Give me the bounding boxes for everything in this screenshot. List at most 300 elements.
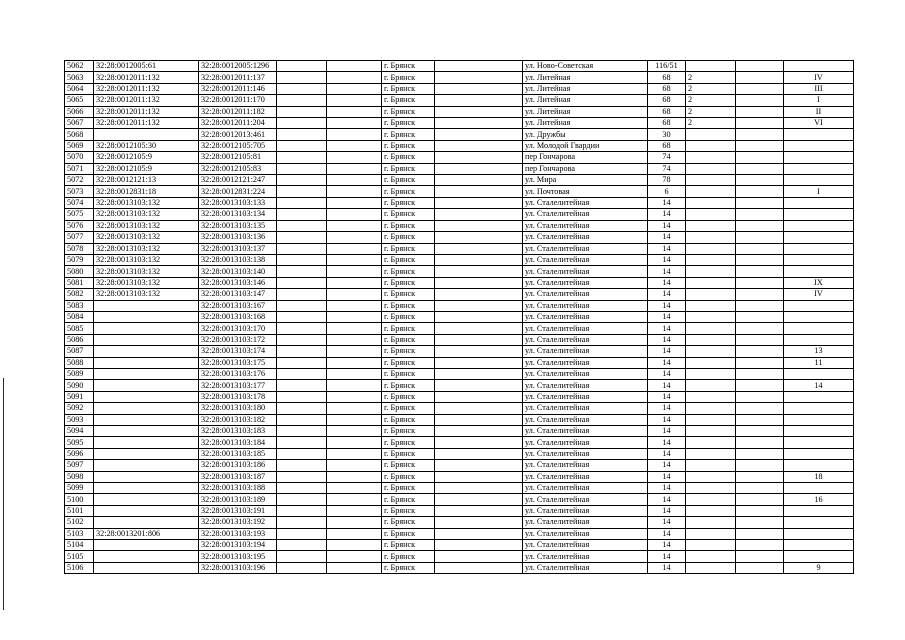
city-cell: г. Брянск [382,323,435,334]
house-number-cell: 14 [648,505,686,516]
street-cell: ул. Сталелитейная [523,505,648,516]
land-parcel-number-cell: 32:28:0013103:132 [94,289,199,300]
empty-cell-cell [435,300,523,311]
empty-cell-cell [277,494,327,505]
table-row [65,140,854,151]
row-number-cell: 5073 [65,186,94,197]
floor-cell [686,380,736,391]
house-number-cell: 68 [648,72,686,83]
land-parcel-number-cell [94,505,199,516]
row-number-cell: 5095 [65,437,94,448]
cadastral-number-cell: 32:28:0012831:224 [199,186,277,197]
empty-cell-cell [277,95,327,106]
empty-cell-cell [327,551,382,562]
apartment-cell [736,505,784,516]
empty-cell-cell [435,129,523,140]
row-number-cell: 5070 [65,152,94,163]
land-parcel-number-cell [94,437,199,448]
apartment-cell [736,254,784,265]
empty-cell-cell [435,460,523,471]
cadastral-number-cell: 32:28:0013103:175 [199,357,277,368]
house-number-cell: 14 [648,494,686,505]
empty-cell-cell [277,391,327,402]
apartment-cell [736,368,784,379]
empty-cell-cell [277,289,327,300]
empty-cell-cell [435,380,523,391]
apartment-cell [736,517,784,528]
city-cell: г. Брянск [382,129,435,140]
empty-cell-cell [327,311,382,322]
empty-cell-cell [435,72,523,83]
cadastral-number-cell: 32:28:0013103:177 [199,380,277,391]
empty-cell-cell [277,517,327,528]
city-cell: г. Брянск [382,72,435,83]
land-parcel-number-cell [94,517,199,528]
table-row [65,175,854,186]
empty-cell-cell [435,551,523,562]
floor-cell: 2 [686,72,736,83]
land-parcel-number-cell [94,391,199,402]
floor-cell [686,311,736,322]
floor-cell: 2 [686,83,736,94]
empty-cell-cell [435,391,523,402]
empty-cell-cell [327,300,382,311]
land-parcel-number-cell [94,460,199,471]
room-number-cell [784,505,854,516]
row-number-cell: 5084 [65,311,94,322]
floor-cell [686,300,736,311]
land-parcel-number-cell [94,334,199,345]
land-parcel-number-cell: 32:28:0012121:13 [94,175,199,186]
floor-cell [686,494,736,505]
room-number-cell [784,254,854,265]
row-number-cell: 5085 [65,323,94,334]
empty-cell-cell [327,380,382,391]
street-cell: ул. Сталелитейная [523,540,648,551]
street-cell: ул. Сталелитейная [523,494,648,505]
apartment-cell [736,129,784,140]
floor-cell [686,163,736,174]
house-number-cell: 14 [648,528,686,539]
city-cell: г. Брянск [382,528,435,539]
city-cell: г. Брянск [382,106,435,117]
apartment-cell [736,152,784,163]
apartment-cell [736,403,784,414]
empty-cell-cell [435,254,523,265]
house-number-cell: 14 [648,437,686,448]
cadastral-number-cell: 32:28:0013103:189 [199,494,277,505]
street-cell: ул. Сталелитейная [523,277,648,288]
apartment-cell [736,483,784,494]
land-parcel-number-cell [94,471,199,482]
table-row [65,323,854,334]
empty-cell-cell [435,175,523,186]
row-number-cell: 5079 [65,254,94,265]
empty-cell-cell [277,483,327,494]
apartment-cell [736,334,784,345]
land-parcel-number-cell: 32:28:0012005:61 [94,61,199,72]
empty-cell-cell [277,243,327,254]
land-parcel-number-cell [94,483,199,494]
street-cell: ул. Сталелитейная [523,266,648,277]
floor-cell [686,209,736,220]
cadastral-number-cell: 32:28:0013103:133 [199,197,277,208]
city-cell: г. Брянск [382,403,435,414]
city-cell: г. Брянск [382,197,435,208]
empty-cell-cell [327,334,382,345]
city-cell: г. Брянск [382,334,435,345]
house-number-cell: 14 [648,277,686,288]
house-number-cell: 14 [648,540,686,551]
table-row [65,106,854,117]
empty-cell-cell [277,129,327,140]
floor-cell [686,528,736,539]
table-row [65,414,854,425]
empty-cell-cell [435,426,523,437]
table-row [65,562,854,573]
city-cell: г. Брянск [382,254,435,265]
room-number-cell: I [784,95,854,106]
table-row [65,243,854,254]
row-number-cell: 5088 [65,357,94,368]
city-cell: г. Брянск [382,140,435,151]
empty-cell-cell [327,140,382,151]
house-number-cell: 14 [648,311,686,322]
floor-cell [686,243,736,254]
row-number-cell: 5087 [65,346,94,357]
cadastral-number-cell: 32:28:0012013:461 [199,129,277,140]
apartment-cell [736,346,784,357]
street-cell: ул. Сталелитейная [523,334,648,345]
row-number-cell: 5090 [65,380,94,391]
apartment-cell [736,323,784,334]
empty-cell-cell [327,483,382,494]
city-cell: г. Брянск [382,118,435,129]
table-body [65,61,854,574]
empty-cell-cell [327,323,382,334]
house-number-cell: 68 [648,106,686,117]
land-parcel-number-cell: 32:28:0013103:132 [94,209,199,220]
table-row [65,380,854,391]
street-cell: ул. Сталелитейная [523,528,648,539]
house-number-cell: 14 [648,289,686,300]
house-number-cell: 78 [648,175,686,186]
floor-cell [686,517,736,528]
empty-cell-cell [327,254,382,265]
land-parcel-number-cell: 32:28:0012105:30 [94,140,199,151]
floor-cell [686,391,736,402]
apartment-cell [736,426,784,437]
empty-cell-cell [435,562,523,573]
cadastral-number-cell: 32:28:0012005:1296 [199,61,277,72]
empty-cell-cell [277,266,327,277]
empty-cell-cell [327,106,382,117]
empty-cell-cell [277,106,327,117]
land-parcel-number-cell [94,346,199,357]
street-cell: ул. Сталелитейная [523,437,648,448]
room-number-cell [784,540,854,551]
land-parcel-number-cell: 32:28:0013201:806 [94,528,199,539]
empty-cell-cell [327,391,382,402]
house-number-cell: 14 [648,300,686,311]
street-cell: ул. Сталелитейная [523,300,648,311]
land-parcel-number-cell [94,357,199,368]
land-parcel-number-cell [94,551,199,562]
city-cell: г. Брянск [382,175,435,186]
cadastral-number-cell: 32:28:0013103:140 [199,266,277,277]
empty-cell-cell [435,140,523,151]
empty-cell-cell [277,300,327,311]
city-cell: г. Брянск [382,83,435,94]
apartment-cell [736,220,784,231]
empty-cell-cell [435,95,523,106]
table-row [65,118,854,129]
row-number-cell: 5066 [65,106,94,117]
room-number-cell: 11 [784,357,854,368]
street-cell: ул. Сталелитейная [523,380,648,391]
empty-cell-cell [327,528,382,539]
table-row [65,551,854,562]
room-number-cell [784,368,854,379]
table-row [65,448,854,459]
room-number-cell [784,163,854,174]
table-row [65,483,854,494]
street-cell: ул. Сталелитейная [523,220,648,231]
cadastral-number-cell: 32:28:0012105:705 [199,140,277,151]
empty-cell-cell [277,414,327,425]
cadastral-number-cell: 32:28:0013103:184 [199,437,277,448]
street-cell: ул. Литейная [523,95,648,106]
empty-cell-cell [435,232,523,243]
cadastral-number-cell: 32:28:0013103:172 [199,334,277,345]
row-number-cell: 5100 [65,494,94,505]
row-number-cell: 5103 [65,528,94,539]
floor-cell [686,323,736,334]
row-number-cell: 5076 [65,220,94,231]
row-number-cell: 5105 [65,551,94,562]
street-cell: ул. Литейная [523,118,648,129]
cadastral-number-cell: 32:28:0012105:83 [199,163,277,174]
floor-cell [686,562,736,573]
street-cell: ул. Дружбы [523,129,648,140]
cadastral-number-cell: 32:28:0013103:186 [199,460,277,471]
street-cell: ул. Сталелитейная [523,448,648,459]
empty-cell-cell [327,368,382,379]
house-number-cell: 14 [648,368,686,379]
apartment-cell [736,106,784,117]
room-number-cell: II [784,106,854,117]
street-cell: ул. Литейная [523,106,648,117]
empty-cell-cell [277,163,327,174]
cadastral-number-cell: 32:28:0012121:247 [199,175,277,186]
city-cell: г. Брянск [382,209,435,220]
empty-cell-cell [277,528,327,539]
table-row [65,346,854,357]
land-parcel-number-cell [94,562,199,573]
apartment-cell [736,61,784,72]
empty-cell-cell [277,254,327,265]
table-row [65,460,854,471]
row-number-cell: 5069 [65,140,94,151]
house-number-cell: 14 [648,551,686,562]
city-cell: г. Брянск [382,448,435,459]
empty-cell-cell [435,368,523,379]
street-cell: ул. Сталелитейная [523,357,648,368]
house-number-cell: 14 [648,391,686,402]
row-number-cell: 5094 [65,426,94,437]
house-number-cell: 68 [648,83,686,94]
room-number-cell: 13 [784,346,854,357]
city-cell: г. Брянск [382,277,435,288]
land-parcel-number-cell: 32:28:0012011:132 [94,106,199,117]
apartment-cell [736,311,784,322]
empty-cell-cell [277,403,327,414]
city-cell: г. Брянск [382,517,435,528]
empty-cell-cell [277,140,327,151]
room-number-cell [784,391,854,402]
street-cell: ул. Почтовая [523,186,648,197]
empty-cell-cell [435,163,523,174]
street-cell: ул. Сталелитейная [523,209,648,220]
floor-cell [686,414,736,425]
land-parcel-number-cell [94,494,199,505]
street-cell: ул. Сталелитейная [523,460,648,471]
floor-cell [686,232,736,243]
city-cell: г. Брянск [382,289,435,300]
room-number-cell: 9 [784,562,854,573]
room-number-cell [784,129,854,140]
empty-cell-cell [327,346,382,357]
apartment-cell [736,300,784,311]
room-number-cell [784,152,854,163]
empty-cell-cell [435,494,523,505]
floor-cell [686,346,736,357]
apartment-cell [736,197,784,208]
empty-cell-cell [327,357,382,368]
room-number-cell [784,61,854,72]
land-parcel-number-cell: 32:28:0012831:18 [94,186,199,197]
row-number-cell: 5097 [65,460,94,471]
cadastral-number-cell: 32:28:0012011:182 [199,106,277,117]
house-number-cell: 116/51 [648,61,686,72]
room-number-cell [784,232,854,243]
room-number-cell: 14 [784,380,854,391]
house-number-cell: 74 [648,163,686,174]
floor-cell [686,334,736,345]
street-cell: ул. Сталелитейная [523,243,648,254]
cadastral-number-cell: 32:28:0013103:192 [199,517,277,528]
room-number-cell [784,414,854,425]
room-number-cell: III [784,83,854,94]
room-number-cell: VI [784,118,854,129]
apartment-cell [736,448,784,459]
house-number-cell: 74 [648,152,686,163]
empty-cell-cell [435,346,523,357]
cadastral-number-cell: 32:28:0013103:182 [199,414,277,425]
cadastral-number-cell: 32:28:0013103:185 [199,448,277,459]
empty-cell-cell [277,448,327,459]
apartment-cell [736,380,784,391]
floor-cell [686,551,736,562]
house-number-cell: 14 [648,243,686,254]
empty-cell-cell [277,83,327,94]
empty-cell-cell [277,346,327,357]
empty-cell-cell [435,197,523,208]
house-number-cell: 14 [648,517,686,528]
empty-cell-cell [277,380,327,391]
land-parcel-number-cell [94,323,199,334]
city-cell: г. Брянск [382,368,435,379]
street-cell: ул. Мира [523,175,648,186]
room-number-cell [784,551,854,562]
empty-cell-cell [277,175,327,186]
empty-cell-cell [327,540,382,551]
apartment-cell [736,357,784,368]
floor-cell [686,152,736,163]
table-row [65,505,854,516]
empty-cell-cell [277,357,327,368]
empty-cell-cell [277,186,327,197]
cadastral-number-cell: 32:28:0013103:170 [199,323,277,334]
floor-cell [686,483,736,494]
apartment-cell [736,243,784,254]
floor-cell [686,220,736,231]
cadastral-number-cell: 32:28:0013103:194 [199,540,277,551]
row-number-cell: 5063 [65,72,94,83]
empty-cell-cell [327,562,382,573]
empty-cell-cell [435,243,523,254]
empty-cell-cell [435,517,523,528]
city-cell: г. Брянск [382,163,435,174]
empty-cell-cell [435,437,523,448]
row-number-cell: 5091 [65,391,94,402]
apartment-cell [736,540,784,551]
floor-cell: 2 [686,106,736,117]
room-number-cell: IX [784,277,854,288]
city-cell: г. Брянск [382,426,435,437]
room-number-cell [784,209,854,220]
house-number-cell: 14 [648,220,686,231]
street-cell: ул. Сталелитейная [523,254,648,265]
empty-cell-cell [327,494,382,505]
cadastral-number-cell: 32:28:0013103:138 [199,254,277,265]
room-number-cell: IV [784,289,854,300]
apartment-cell [736,266,784,277]
empty-cell-cell [327,220,382,231]
land-parcel-number-cell: 32:28:0012011:132 [94,83,199,94]
apartment-cell [736,118,784,129]
table-row [65,232,854,243]
empty-cell-cell [327,448,382,459]
row-number-cell: 5098 [65,471,94,482]
table-row [65,266,854,277]
row-number-cell: 5081 [65,277,94,288]
house-number-cell: 14 [648,357,686,368]
cadastral-number-cell: 32:28:0012011:137 [199,72,277,83]
table-row [65,426,854,437]
empty-cell-cell [327,517,382,528]
cadastral-register-table [64,60,854,574]
street-cell: ул. Сталелитейная [523,391,648,402]
house-number-cell: 14 [648,483,686,494]
cadastral-number-cell: 32:28:0013103:137 [199,243,277,254]
empty-cell-cell [435,540,523,551]
street-cell: ул. Сталелитейная [523,562,648,573]
row-number-cell: 5106 [65,562,94,573]
land-parcel-number-cell: 32:28:0013103:132 [94,243,199,254]
table-row [65,528,854,539]
apartment-cell [736,232,784,243]
